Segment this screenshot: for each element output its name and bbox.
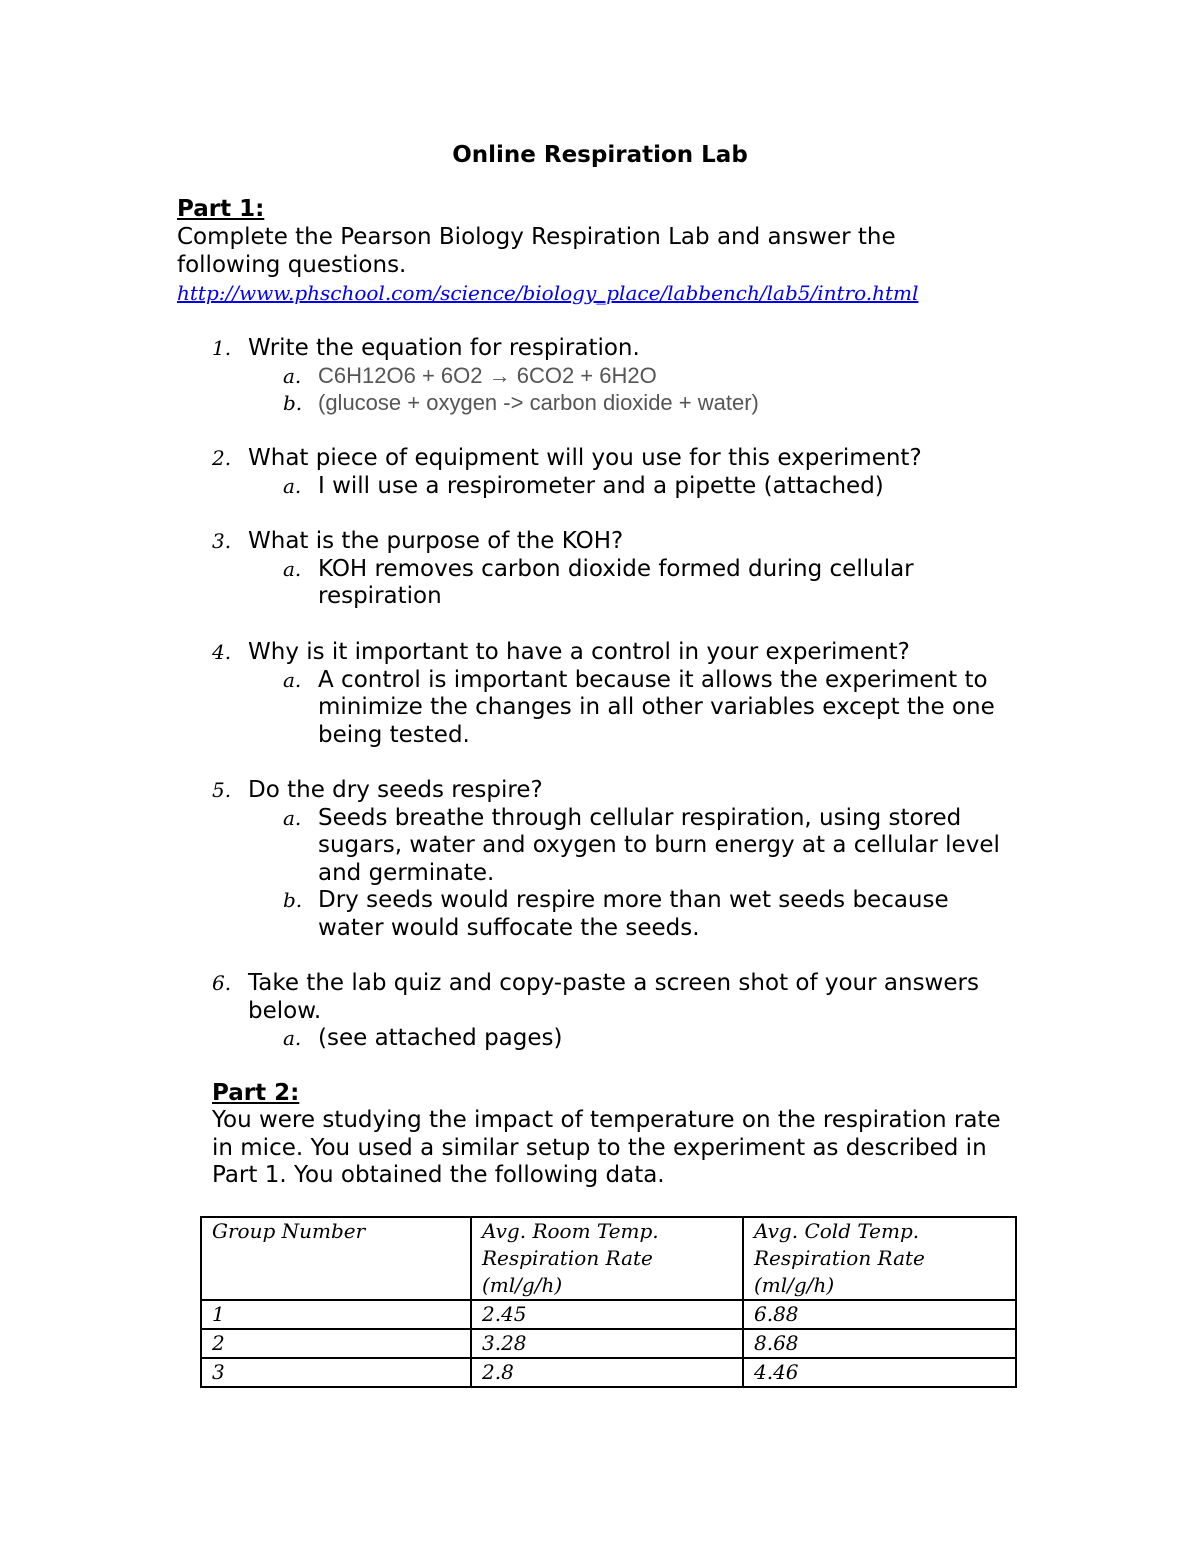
answer-text: sugars, water and oxygen to burn energy at a cellular level [318, 832, 1000, 858]
table-row [201, 1300, 1016, 1329]
question-number: 4. [212, 640, 232, 664]
question-number: 3. [212, 529, 232, 553]
header-line: Respiration Rate [482, 1246, 653, 1270]
table-row [201, 1329, 1016, 1358]
answer-letter: a. [283, 473, 302, 498]
answer-letter: a. [283, 667, 302, 692]
answer-letter: b. [283, 888, 303, 912]
question-text: Why is it important to have a control in your experiment? [248, 639, 910, 665]
header-line: Avg. Room Temp. [482, 1219, 659, 1243]
answer-text: A control is important because it allows the experiment to [318, 666, 988, 693]
answer-text: minimize the changes in all other variables except the one [318, 694, 995, 720]
question-text: Take the lab quiz and copy-paste a screen shot of your answers [248, 970, 979, 996]
header-line: Avg. Cold Temp. [754, 1219, 920, 1243]
header-line: Respiration Rate [754, 1246, 925, 1270]
part2-intro: in mice. You used a similar setup to the experiment as described in [212, 1134, 987, 1161]
answer-text: being tested. [318, 721, 470, 748]
table-cell: 3.28 [471, 1329, 743, 1358]
answer-letter: a. [283, 1026, 302, 1050]
answer-letter: b. [283, 391, 303, 415]
answer-letter: a. [283, 556, 302, 581]
table-row [201, 1358, 1016, 1387]
column-header [201, 1217, 471, 1300]
answer-text: water would suffocate the seeds. [318, 914, 700, 941]
table-cell: 3 [201, 1358, 471, 1387]
question-number: 1. [212, 336, 232, 360]
table-cell: 1 [201, 1300, 471, 1329]
question-text: below. [248, 997, 322, 1024]
part2-heading: Part 2: [212, 1080, 300, 1106]
answer-text: Seeds breathe through cellular respiration, using stored [318, 804, 962, 831]
part1-intro: following questions. [177, 252, 407, 278]
answer-text: I will use a respirometer and a pipette (attached) [318, 472, 884, 499]
header-line: (ml/g/h) [754, 1273, 835, 1297]
answer-text: Dry seeds would respire more than wet seeds because [318, 887, 949, 913]
table-cell: 6.88 [743, 1300, 1016, 1329]
answer-text: and germinate. [318, 859, 495, 886]
table-cell: 2.45 [471, 1300, 743, 1329]
question-number: 2. [212, 446, 232, 470]
page-title: Online Respiration Lab [452, 142, 748, 168]
question-number: 5. [212, 778, 232, 802]
table-cell: 4.46 [743, 1358, 1016, 1387]
header-line: Group Number [212, 1219, 366, 1243]
answer-text: respiration [318, 583, 442, 609]
question-text: Write the equation for respiration. [248, 335, 640, 361]
column-header [743, 1217, 1016, 1300]
question-number: 6. [212, 971, 232, 995]
part2-intro: Part 1. You obtained the following data. [212, 1162, 665, 1188]
question-text: Do the dry seeds respire? [248, 777, 543, 803]
part1-intro: Complete the Pearson Biology Respiration Lab and answer the [177, 224, 896, 250]
question-text: What is the purpose of the KOH? [248, 528, 624, 554]
table-cell: 2.8 [471, 1358, 743, 1387]
column-header [471, 1217, 743, 1300]
answer-text: (glucose + oxygen -> carbon dioxide + water) [318, 390, 759, 415]
answer-text: C6H12O6 + 6O2 → 6CO2 + 6H2O [318, 362, 657, 388]
answer-letter: a. [283, 805, 302, 830]
question-text: What piece of equipment will you use for this experiment? [248, 445, 922, 471]
answer-text: (see attached pages) [318, 1025, 563, 1051]
part1-heading: Part 1: [177, 196, 265, 222]
lab-link[interactable]: http://www.phschool.com/science/biology_place/labbench/lab5/intro.html [177, 281, 919, 305]
header-line: (ml/g/h) [482, 1273, 563, 1297]
answer-text: KOH removes carbon dioxide formed during cellular [318, 555, 914, 582]
table-header-row [201, 1217, 1016, 1300]
data-table [200, 1216, 1017, 1388]
part2-intro: You were studying the impact of temperature on the respiration rate [212, 1107, 1001, 1133]
table-cell: 2 [201, 1329, 471, 1358]
answer-letter: a. [283, 363, 302, 388]
table-cell: 8.68 [743, 1329, 1016, 1358]
